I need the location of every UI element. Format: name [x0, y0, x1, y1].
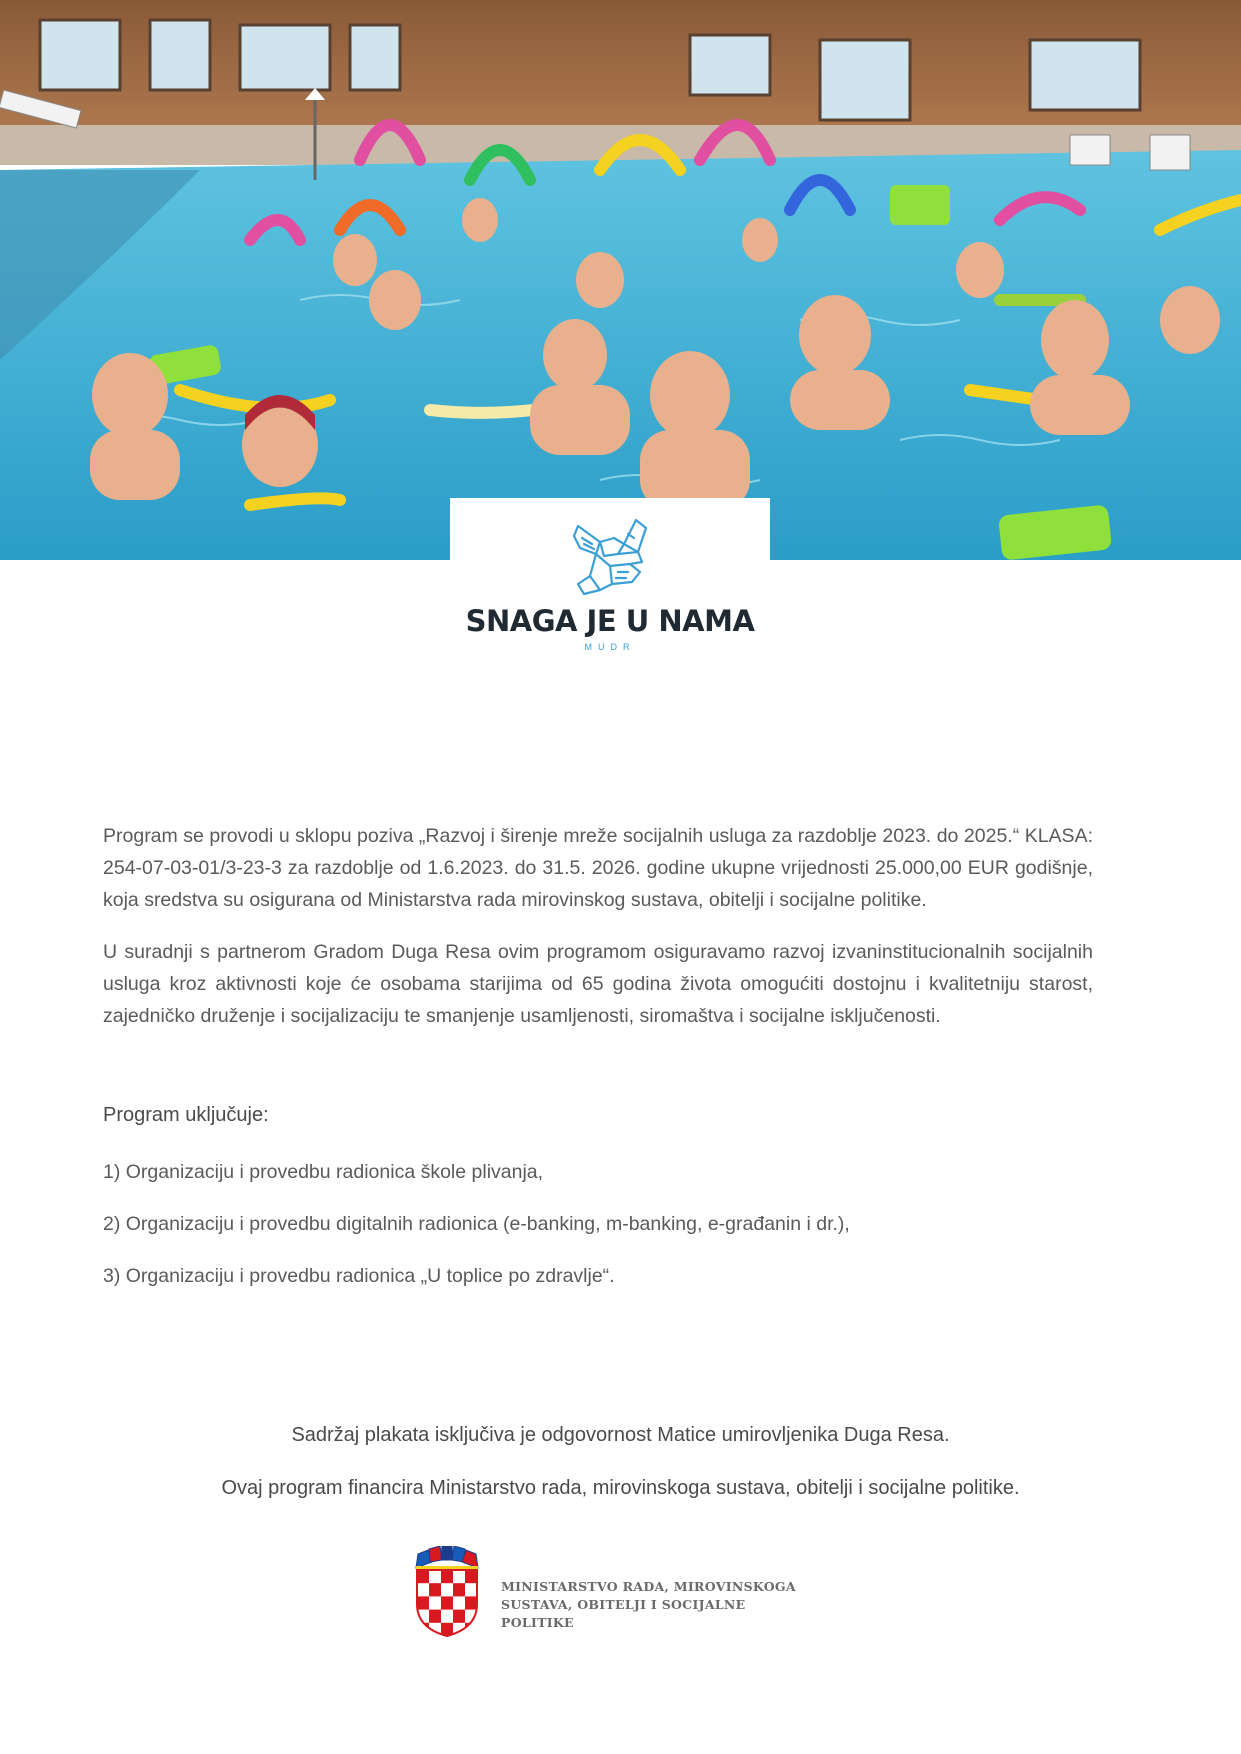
pool-scene-illustration [0, 0, 1241, 560]
hero-photo [0, 0, 1241, 560]
partnership-paragraph: U suradnji s partnerom Gradom Duga Resa ovim programom osiguravamo razvoj izvaninstitucionalnih socijalnih usluga kroz aktivnosti koje će osobama starijima od 65 godina života omogućiti dostojnu i kvalitetniju starost, zajedničko druženje i socijalizaciju te smanjenje usamljenosti, siromaštva i socijalne isključenosti. [103, 941, 1093, 1027]
list-item: 2) Organizaciju i provedbu digitalnih radionica (e-banking, m-banking, e-građanin i dr.), [103, 1213, 850, 1235]
clasped-hands-icon [570, 514, 652, 600]
funding-statement: Ovaj program financira Ministarstvo rada, mirovinskoga sustava, obitelji i socijalne politike. [221, 1477, 1020, 1499]
ministry-name [501, 1578, 812, 1632]
ministry-logo [412, 1546, 812, 1638]
croatian-coat-of-arms-icon [412, 1546, 482, 1638]
intro-paragraph: Program se provodi u sklopu poziva „Razvoj i širenje mreže socijalnih usluga za razdoblje 2023. do 2025.“ KLASA: 254-07-03-01/3-23-3 za razdoblje od 1.6.2023. do 31.5. 2026. godine ukupne vrijednosti 25.000,00 EUR godišnje, koja sredstva su osigurana od Ministarstva rada mirovinskog sustava, obitelji i socijalne politike. [103, 825, 1093, 911]
logo-subtitle: MUDR [584, 642, 636, 652]
list-item: 3) Organizaciju i provedbu radionica „U toplice po zdravlje“. [103, 1265, 615, 1287]
list-item: 1) Organizaciju i provedbu radionica škole plivanja, [103, 1161, 544, 1183]
responsibility-statement: Sadržaj plakata isključiva je odgovornost Matice umirovljenika Duga Resa. [291, 1424, 950, 1446]
logo-title: SNAGA JE U NAMA [465, 604, 755, 638]
program-includes-heading: Program uključuje: [103, 1104, 269, 1126]
logo-panel [450, 498, 770, 673]
ministry-name-line-2: SUSTAVA, OBITELJI I SOCIJALNE POLITIKE [501, 1597, 746, 1630]
ministry-name-line-1: MINISTARSTVO RADA, MIROVINSKOGA [501, 1579, 796, 1594]
